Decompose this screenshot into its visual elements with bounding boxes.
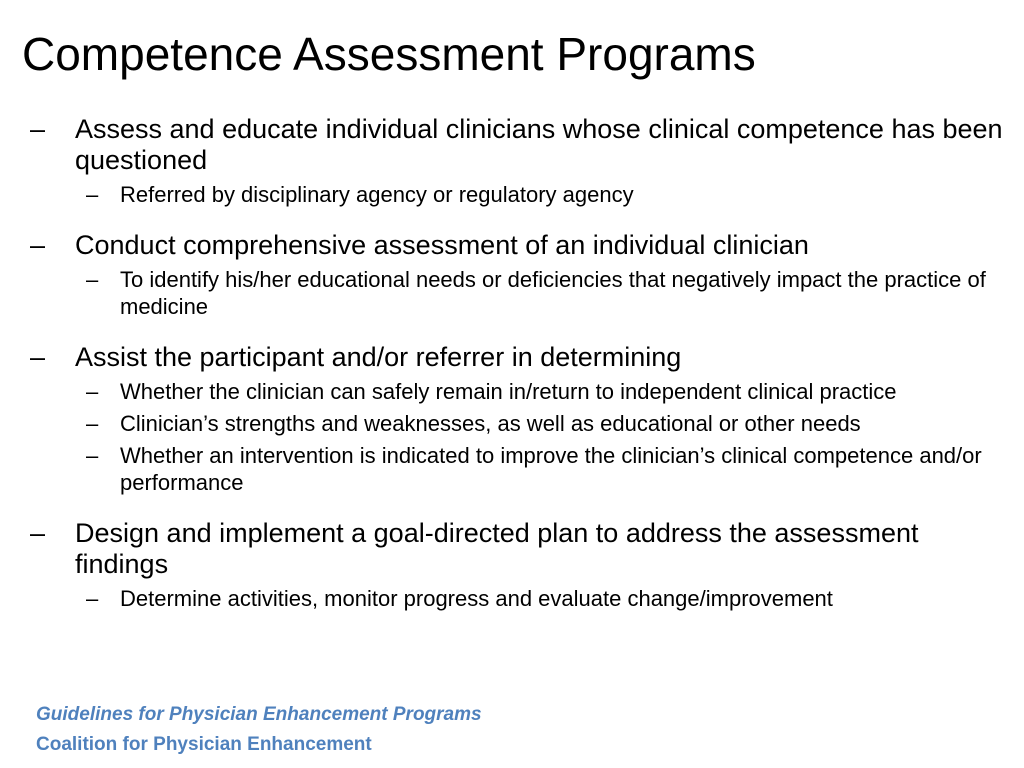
bullet-list [30, 114, 1010, 612]
sub-bullet-text: Clinician’s strengths and weaknesses, as well as educational or other needs [120, 411, 861, 436]
bullet-item [30, 518, 1010, 580]
sub-bullet-text: Determine activities, monitor progress and evaluate change/improvement [120, 586, 833, 611]
dash-bullet-icon: – [86, 443, 99, 468]
dash-bullet-icon: – [30, 230, 46, 260]
sub-bullet-text: Whether the clinician can safely remain in/return to independent clinical practice [120, 379, 897, 404]
dash-bullet-icon: – [86, 379, 99, 404]
sub-bullet-item [86, 585, 1010, 612]
dash-bullet-icon: – [86, 267, 99, 292]
bullet-text: Assess and educate individual clinicians whose clinical competence has been questioned [75, 114, 1003, 175]
footer-citation [36, 700, 482, 760]
footer-organization: Coalition for Physician Enhancement [36, 734, 372, 755]
bullet-text: Design and implement a goal-directed plan to address the assessment findings [75, 518, 919, 579]
footer-guidelines-title: Guidelines for Physician Enhancement Programs [36, 704, 482, 725]
dash-bullet-icon: – [30, 114, 46, 144]
bullet-text: Assist the participant and/or referrer in determining [75, 342, 682, 372]
bullet-item [30, 230, 1010, 261]
sub-bullet-text: Whether an intervention is indicated to improve the clinician’s clinical competence and/or performance [120, 443, 982, 495]
slide-title: Competence Assessment Programs [22, 28, 756, 80]
sub-bullet-item [86, 442, 1010, 496]
dash-bullet-icon: – [86, 411, 99, 436]
dash-bullet-icon: – [30, 518, 46, 548]
sub-bullet-item [86, 181, 1010, 208]
sub-bullet-text: Referred by disciplinary agency or regulatory agency [120, 182, 634, 207]
dash-bullet-icon: – [86, 182, 99, 207]
sub-bullet-item [86, 410, 1010, 437]
dash-bullet-icon: – [30, 342, 46, 372]
sub-bullet-item [86, 266, 1010, 320]
bullet-item [30, 114, 1010, 176]
dash-bullet-icon: – [86, 586, 99, 611]
sub-bullet-item [86, 378, 1010, 405]
sub-bullet-text: To identify his/her educational needs or deficiencies that negatively impact the practice of medicine [120, 267, 986, 319]
bullet-item [30, 342, 1010, 373]
bullet-text: Conduct comprehensive assessment of an individual clinician [75, 230, 809, 260]
